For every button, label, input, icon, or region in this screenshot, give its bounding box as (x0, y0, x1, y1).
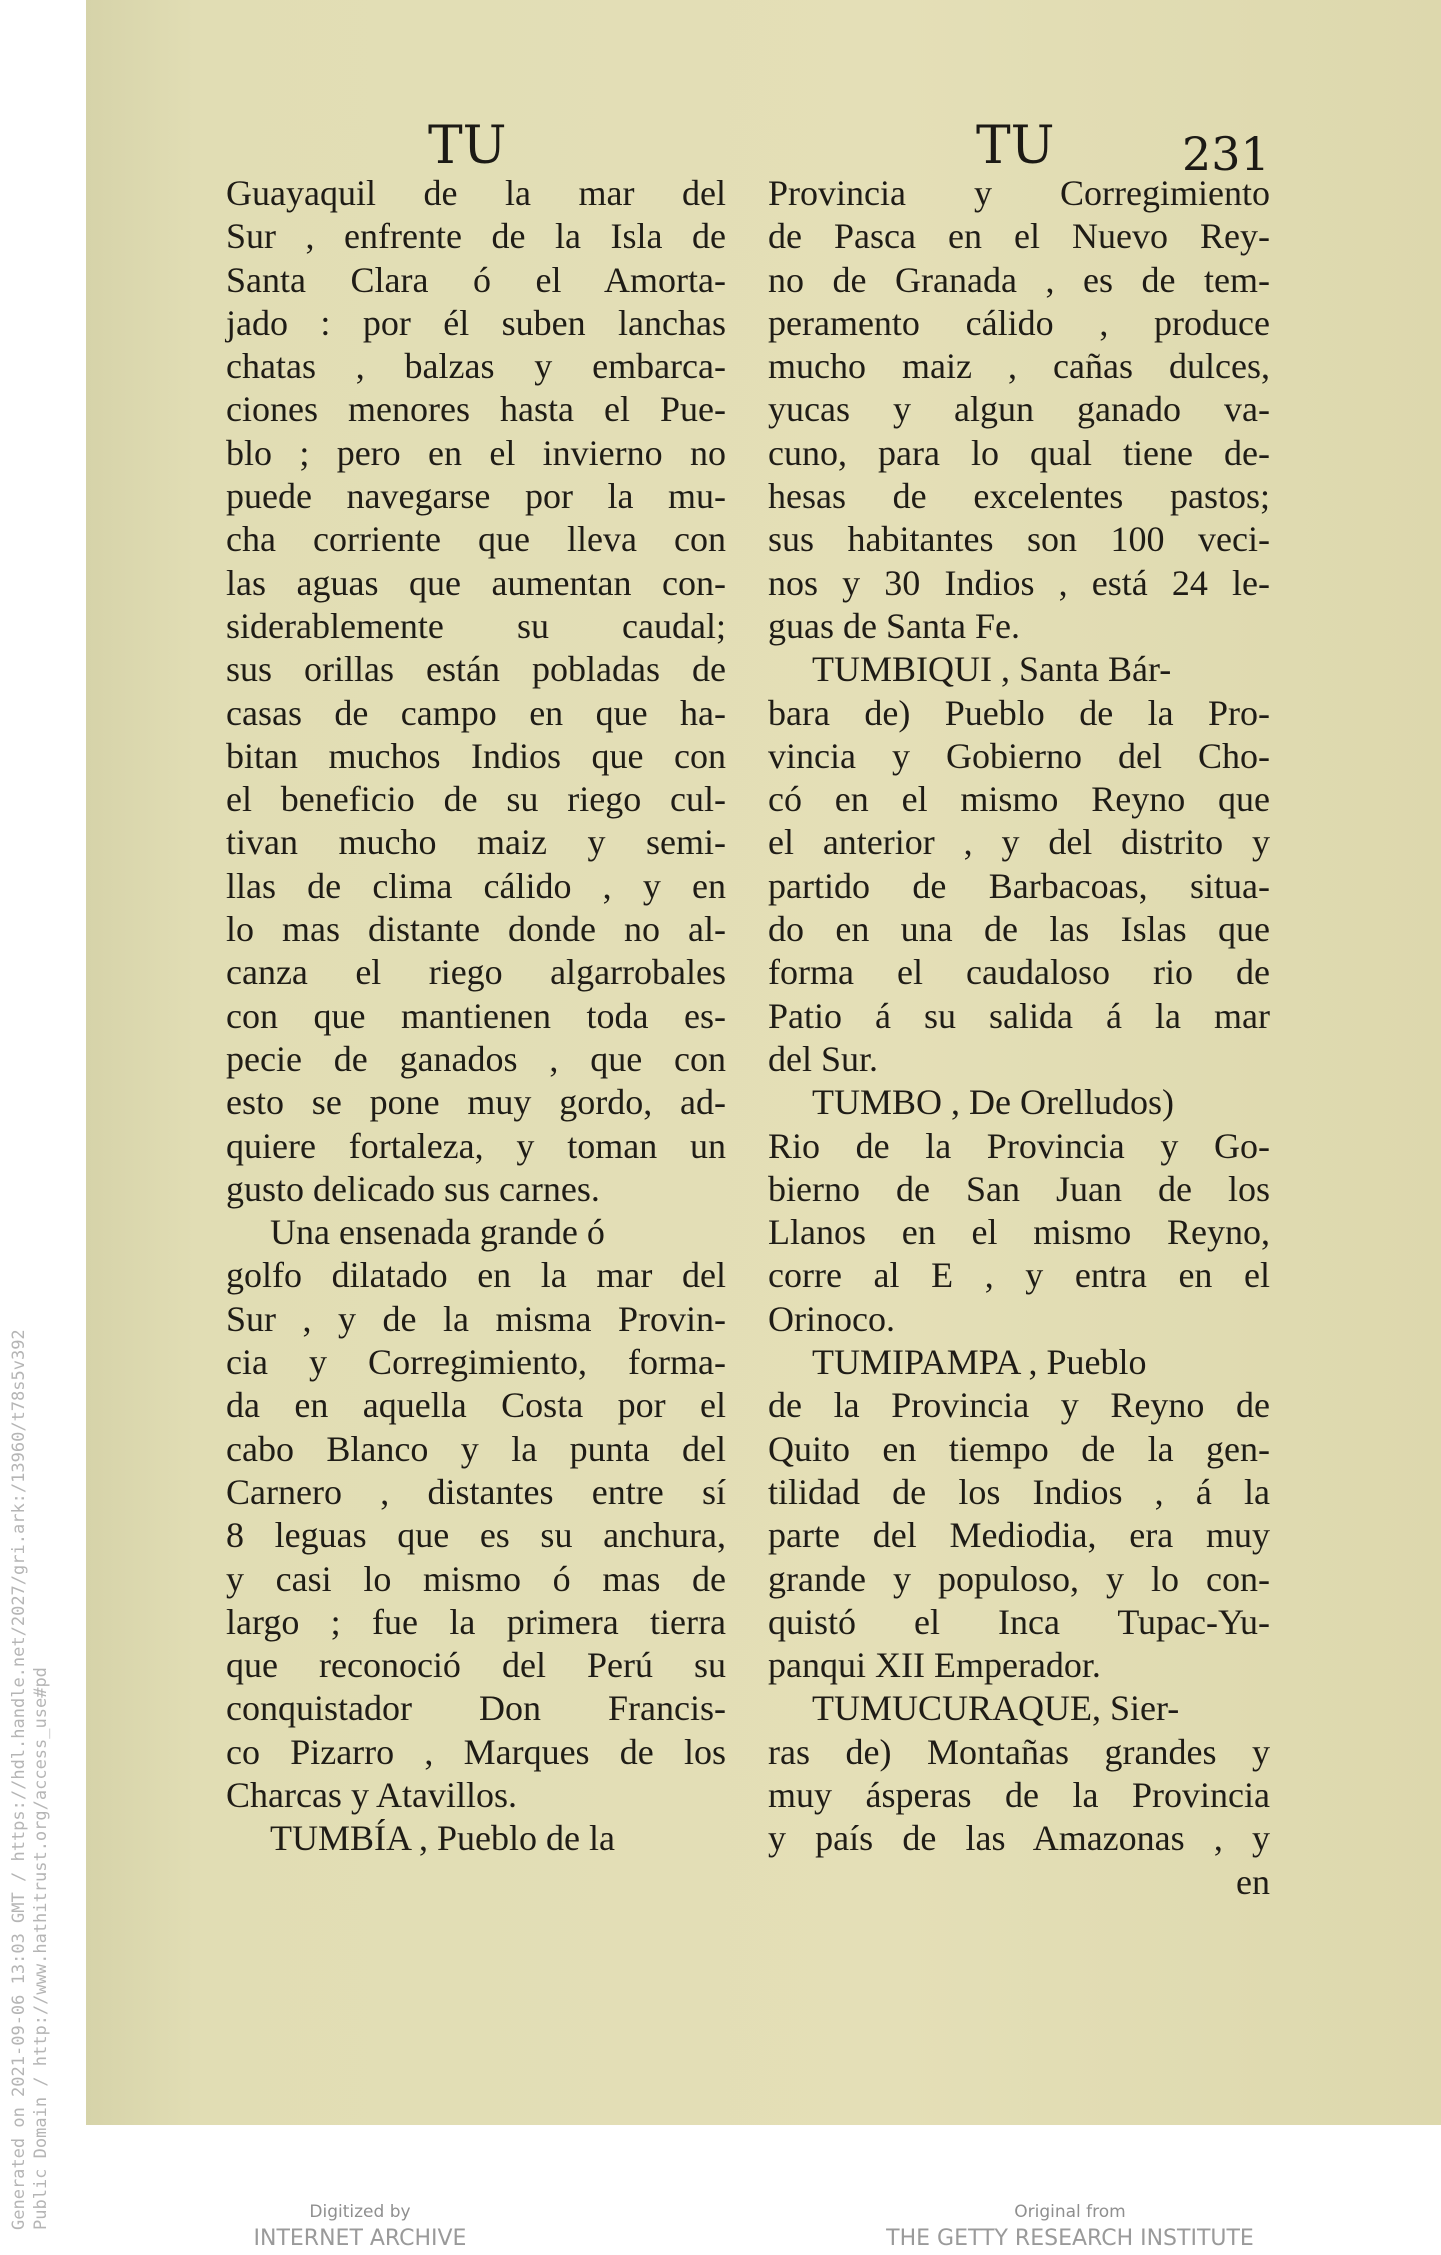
text-line: del Sur. (768, 1038, 879, 1079)
text-line: da en aquella Costa por el (226, 1385, 726, 1426)
text-line: canza el riego algarrobales (226, 952, 726, 993)
text-line: y país de las Amazonas , y (768, 1818, 1270, 1859)
left-text-column (226, 172, 726, 1861)
text-line: cabo Blanco y la punta del (226, 1428, 726, 1469)
text-line: chatas , balzas y embarca- (226, 346, 726, 387)
text-line: lo mas distante donde no al- (226, 909, 726, 950)
watermark-line-1: Generated on 2021-09-06 13:03 GMT / https://hdl.handle.net/2027/gri.ark:/13960/t78s5v392 (9, 1329, 29, 2230)
text-line: 8 leguas que es su anchura, (226, 1515, 726, 1556)
page-number: 231 (1182, 127, 1270, 181)
text-line: bitan muchos Indios que con (226, 735, 726, 776)
text-line: do en una de las Islas que (768, 909, 1270, 950)
footer-internet-archive: INTERNET ARCHIVE (253, 2226, 467, 2251)
left-running-head: TU (428, 116, 507, 176)
text-line: Una ensenada grande ó (270, 1212, 605, 1253)
text-line: bara de) Pueblo de la Pro- (768, 692, 1270, 733)
text-line: de la Provincia y Reyno de (768, 1385, 1270, 1426)
text-line: largo ; fue la primera tierra (226, 1601, 726, 1642)
text-line: sus orillas están pobladas de (226, 649, 726, 690)
text-line: gusto delicado sus carnes. (226, 1168, 600, 1209)
text-line: TUMBÍA , Pueblo de la (270, 1818, 615, 1859)
text-line: Quito en tiempo de la gen- (768, 1428, 1270, 1469)
text-line: con que mantienen toda es- (226, 995, 726, 1036)
text-line: tivan mucho maiz y semi- (226, 822, 726, 863)
text-line: nos y 30 Indios , está 24 le- (768, 562, 1270, 603)
text-line: Carnero , distantes entre sí (226, 1471, 726, 1512)
text-line: cuno, para lo qual tiene de- (768, 432, 1270, 473)
text-line: Santa Clara ó el Amorta- (226, 259, 726, 300)
text-line: el anterior , y del distrito y (768, 822, 1270, 863)
text-line: conquistador Don Francis- (226, 1688, 726, 1729)
text-line: partido de Barbacoas, situa- (768, 865, 1270, 906)
text-line: muy ásperas de la Provincia (768, 1774, 1270, 1815)
text-line: que reconoció del Perú su (226, 1645, 726, 1686)
text-line: Orinoco. (768, 1298, 895, 1339)
text-line: Patio á su salida á la mar (768, 995, 1270, 1036)
footer-digitized-label: Digitized by (309, 2202, 411, 2222)
text-line: en (1236, 1861, 1270, 1902)
text-line: ciones menores hasta el Pue- (226, 389, 726, 430)
text-line: llas de clima cálido , y en (226, 865, 726, 906)
text-line: corre al E , y entra en el (768, 1255, 1270, 1296)
text-line: Charcas y Atavillos. (226, 1774, 517, 1815)
text-line: y casi lo mismo ó mas de (226, 1558, 726, 1599)
text-line: peramento cálido , produce (768, 302, 1270, 343)
text-line: forma el caudaloso rio de (768, 952, 1270, 993)
text-line: de Pasca en el Nuevo Rey- (768, 216, 1270, 257)
text-line: tilidad de los Indios , á la (768, 1471, 1270, 1512)
text-line: bierno de San Juan de los (768, 1168, 1270, 1209)
right-text-column (768, 172, 1270, 1904)
text-line: Sur , enfrente de la Isla de (226, 216, 726, 257)
footer-original-label: Original from (1014, 2202, 1126, 2222)
text-line: panqui XII Emperador. (768, 1645, 1101, 1686)
text-line: quistó el Inca Tupac-Yu- (768, 1601, 1270, 1642)
text-line: las aguas que aumentan con- (226, 562, 726, 603)
text-line: TUMIPAMPA , Pueblo (812, 1342, 1147, 1383)
text-line: puede navegarse por la mu- (226, 476, 726, 517)
text-line: el beneficio de su riego cul- (226, 779, 726, 820)
text-line: blo ; pero en el invierno no (226, 432, 726, 473)
text-line: siderablemente su caudal; (226, 605, 726, 646)
text-line: casas de campo en que ha- (226, 692, 726, 733)
right-running-head: TU (976, 116, 1055, 176)
watermark-line-2: Public Domain / http://www.hathitrust.org/access_use#pd (31, 1667, 51, 2230)
text-line: TUMUCURAQUE, Sier- (812, 1688, 1180, 1729)
text-line: parte del Mediodia, era muy (768, 1515, 1270, 1556)
text-line: pecie de ganados , que con (226, 1038, 726, 1079)
text-line: yucas y algun ganado va- (768, 389, 1270, 430)
text-line: co Pizarro , Marques de los (226, 1731, 726, 1772)
watermark-margin (0, 0, 86, 2255)
text-line: no de Granada , es de tem- (768, 259, 1270, 300)
text-line: cia y Corregimiento, forma- (226, 1342, 726, 1383)
text-line: golfo dilatado en la mar del (226, 1255, 726, 1296)
text-line: jado : por él suben lanchas (226, 302, 726, 343)
text-line: có en el mismo Reyno que (768, 779, 1270, 820)
footer-getty: THE GETTY RESEARCH INSTITUTE (886, 2226, 1254, 2251)
footer-digitized-by (200, 2200, 520, 2254)
text-line: Provincia y Corregimiento (768, 173, 1270, 213)
text-line: Guayaquil de la mar del (226, 173, 726, 213)
text-line: Sur , y de la misma Provin- (226, 1298, 726, 1339)
text-line: Llanos en el mismo Reyno, (768, 1212, 1270, 1253)
text-line: sus habitantes son 100 veci- (768, 519, 1270, 560)
footer-original-from (860, 2200, 1280, 2254)
text-line: cha corriente que lleva con (226, 519, 726, 560)
hathitrust-watermark (8, 1329, 52, 2230)
text-line: TUMBIQUI , Santa Bár- (812, 649, 1172, 690)
text-line: ras de) Montañas grandes y (768, 1731, 1270, 1772)
text-line: mucho maiz , cañas dulces, (768, 346, 1270, 387)
text-line: guas de Santa Fe. (768, 605, 1020, 646)
text-line: grande y populoso, y lo con- (768, 1558, 1270, 1599)
text-line: hesas de excelentes pastos; (768, 476, 1270, 517)
text-line: Rio de la Provincia y Go- (768, 1125, 1270, 1166)
text-line: esto se pone muy gordo, ad- (226, 1082, 726, 1123)
text-line: TUMBO , De Orelludos) (812, 1082, 1174, 1123)
text-line: quiere fortaleza, y toman un (226, 1125, 726, 1166)
text-line: vincia y Gobierno del Cho- (768, 735, 1270, 776)
